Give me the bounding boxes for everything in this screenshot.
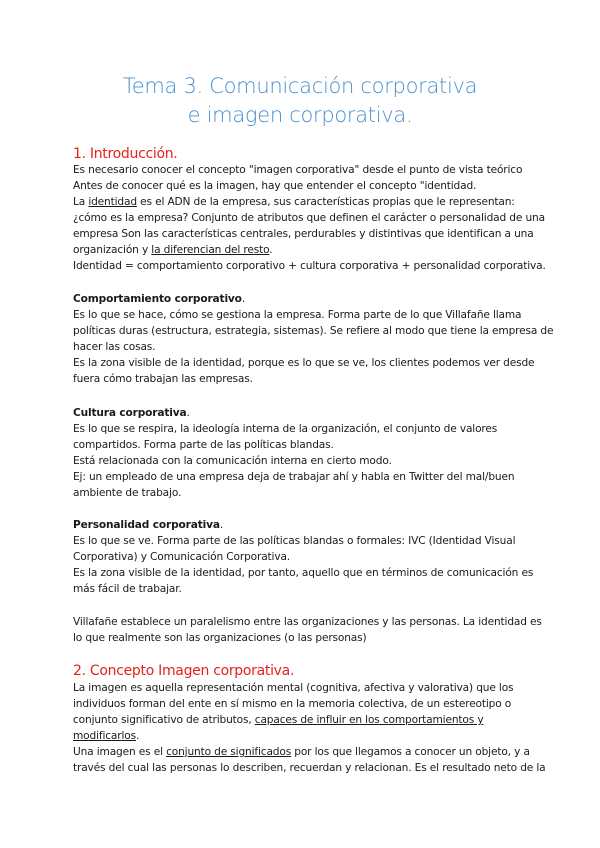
text-line	[73, 307, 543, 323]
text-segment: Una imagen es el	[73, 746, 167, 758]
text-segment: ambiente de trabajo.	[73, 487, 182, 499]
text-line	[73, 728, 543, 744]
paragraph-concepto	[73, 680, 546, 776]
text-line	[73, 194, 543, 210]
section-heading-introduccion: 1. Introducción.	[73, 146, 178, 162]
text-line	[73, 355, 543, 371]
title-line-1: Tema 3. Comunicación corporativa	[122, 74, 478, 98]
text-segment: Villafañe establece un paralelismo entre las organizaciones y las personas. La identidad es	[73, 616, 542, 628]
bold-heading-text: Comportamiento corporativo	[73, 293, 242, 305]
text-line	[73, 242, 543, 258]
text-segment: Está relacionada con la comunicación interna en cierto modo.	[73, 455, 392, 467]
text-segment: Es lo que se hace, cómo se gestiona la empresa. Forma parte de lo que Villafañe llama	[73, 309, 522, 321]
text-segment: Antes de conocer qué es la imagen, hay que entender el concepto "identidad.	[73, 180, 477, 192]
text-line	[73, 630, 543, 646]
text-segment: ¿cómo es la empresa? Conjunto de atributos que definen el carácter o personalidad de una	[73, 212, 545, 224]
text-segment: empresa Son las características centrales, perdurables y distintivas que identifican a una	[73, 228, 534, 240]
text-segment: es el ADN de la empresa, sus características propias que le representan:	[136, 196, 515, 208]
text-segment: fuera cómo trabajan las empresas.	[73, 373, 253, 385]
text-line	[73, 614, 543, 630]
text-segment: Es la zona visible de la identidad, por tanto, aquello que en términos de comunicación es	[73, 567, 534, 579]
text-line	[73, 680, 543, 696]
text-segment: Es lo que se ve. Forma parte de las políticas blandas o formales: IVC (Identidad Visual	[73, 535, 516, 547]
text-segment: Es lo que se respira, la ideología interna de la organización, el conjunto de valores	[73, 423, 498, 435]
text-segment: .	[269, 244, 273, 256]
bold-heading-text: Personalidad corporativa	[73, 519, 220, 531]
text-segment: individuos forman del ente en sí mismo en la memoria colectiva, de un estereotipo o	[73, 698, 512, 710]
title-line-2: e imagen corporativa.	[187, 103, 413, 127]
paragraph-personalidad	[73, 517, 543, 597]
text-line	[73, 421, 543, 437]
underlined-text: identidad	[88, 196, 137, 208]
text-segment: La	[73, 196, 89, 208]
text-segment: conjunto significativo de atributos,	[73, 714, 255, 726]
underlined-text: capaces de influir en los comportamientos y	[254, 714, 484, 726]
text-line	[73, 226, 543, 242]
bold-heading-text: Cultura corporativa	[73, 407, 187, 419]
underlined-text: la diferencian del resto	[151, 244, 270, 256]
text-line	[73, 696, 543, 712]
text-line	[73, 178, 543, 194]
text-line	[73, 162, 543, 178]
paragraph-cultura	[73, 405, 543, 501]
text-segment: lo que realmente son las organizaciones (o las personas)	[73, 632, 367, 644]
text-line	[73, 291, 543, 307]
text-line	[73, 549, 543, 565]
text-line	[73, 565, 543, 581]
text-line	[73, 760, 546, 776]
text-line	[73, 339, 543, 355]
text-segment: Ej: un empleado de una empresa deja de trabajar ahí y habla en Twitter del mal/buen	[73, 471, 515, 483]
text-line	[73, 437, 543, 453]
paragraph-introduccion	[73, 162, 546, 274]
text-segment: políticas duras (estructura, estrategia, sistemas). Se refiere al modo que tiene la empresa de	[73, 325, 554, 337]
text-segment: compartidos. Forma parte de las políticas blandas.	[73, 439, 334, 451]
paragraph-villafane	[73, 614, 543, 646]
text-line	[73, 210, 543, 226]
text-line	[73, 517, 543, 533]
text-line	[73, 371, 543, 387]
text-line	[73, 258, 546, 274]
text-line	[73, 485, 543, 501]
text-line	[73, 712, 543, 728]
text-segment: .	[135, 730, 140, 742]
text-line	[73, 581, 543, 597]
text-segment: Identidad = comportamiento corporativo + cultura corporativa + personalidad corporativa.	[73, 260, 546, 272]
underlined-text: conjunto de significados	[166, 746, 292, 758]
text-segment: más fácil de trabajar.	[73, 583, 182, 595]
text-segment: Es necesario conocer el concepto "imagen corporativa" desde el punto de vista teórico	[73, 164, 523, 176]
text-segment: por los que llegamos a conocer un objeto, y a	[291, 746, 530, 758]
text-line	[73, 323, 554, 339]
document-title	[0, 72, 600, 130]
section-heading-concepto: 2. Concepto Imagen corporativa.	[73, 663, 295, 679]
text-line	[73, 533, 543, 549]
text-segment: La imagen es aquella representación mental (cognitiva, afectiva y valorativa) que los	[73, 682, 514, 694]
underlined-text: modificarlos	[73, 730, 136, 742]
text-line	[73, 744, 543, 760]
text-segment: Es la zona visible de la identidad, porque es lo que se ve, los clientes podemos ver desde	[73, 357, 535, 369]
text-line	[73, 453, 543, 469]
text-line	[73, 405, 543, 421]
text-segment: través del cual las personas lo describen, recuerdan y relacionan. Es el resultado neto de la	[73, 762, 546, 774]
paragraph-comportamiento	[73, 291, 554, 387]
text-line	[73, 469, 543, 485]
text-segment: hacer las cosas.	[73, 341, 156, 353]
text-segment: .	[241, 293, 246, 305]
text-segment: Corporativa) y Comunicación Corporativa.	[73, 551, 291, 563]
text-segment: .	[219, 519, 224, 531]
text-segment: .	[186, 407, 190, 419]
text-segment: organización y	[73, 244, 152, 256]
